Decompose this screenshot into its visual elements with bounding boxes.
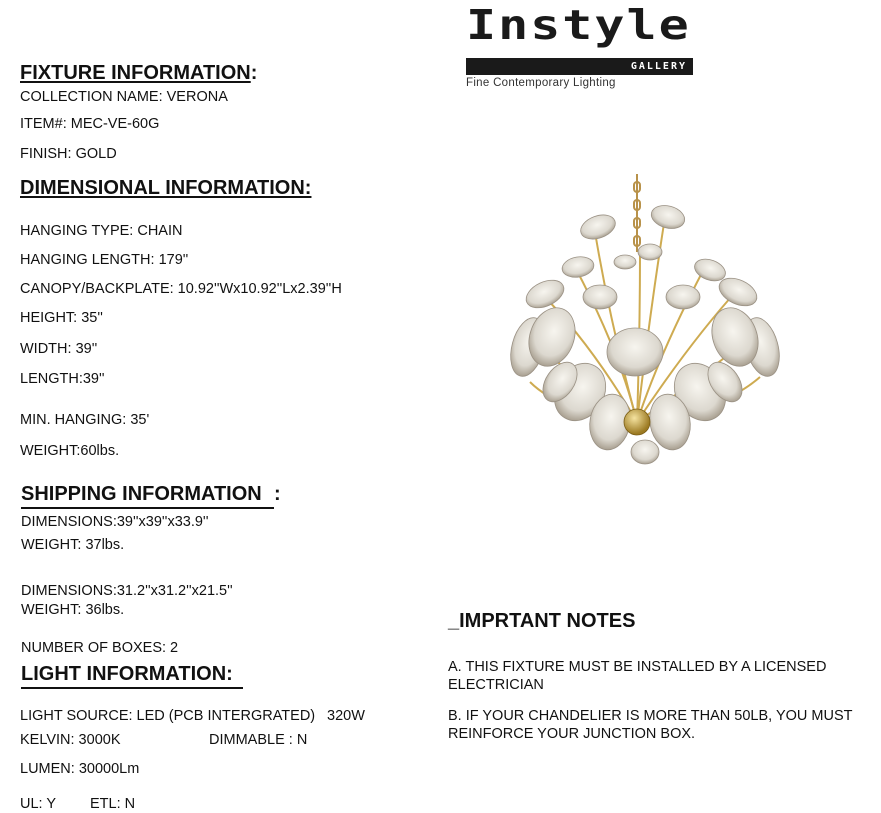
hanging-type: HANGING TYPE: CHAIN xyxy=(20,223,183,239)
light-source: LIGHT SOURCE: LED (PCB INTERGRATED) xyxy=(20,708,316,724)
fixture-weight: WEIGHT:60lbs. xyxy=(20,443,120,459)
light-heading xyxy=(21,663,243,689)
fixture-heading xyxy=(20,62,257,84)
chandelier-illustration xyxy=(500,172,790,472)
wattage: 320W xyxy=(327,708,365,724)
logo-badge xyxy=(466,58,693,75)
hanging-length: HANGING LENGTH: 179'' xyxy=(20,252,189,268)
dimmable: DIMMABLE : N xyxy=(209,732,308,748)
chain xyxy=(634,174,640,252)
ul-listing: UL: Y xyxy=(20,796,57,812)
fixture-heading-suffix: : xyxy=(250,62,258,84)
box2-weight: WEIGHT: 36lbs. xyxy=(21,602,125,618)
fixture-heading-text: FIXTURE INFORMATION xyxy=(20,62,251,84)
light-heading-text: LIGHT INFORMATION: xyxy=(21,663,243,689)
note-b: B. IF YOUR CHANDELIER IS MORE THAN 50LB, YOU MUST REINFORCE YOUR JUNCTION BOX. xyxy=(448,708,853,742)
width: WIDTH: 39'' xyxy=(20,341,98,357)
kelvin: KELVIN: 3000K xyxy=(20,732,121,748)
gold-hub xyxy=(624,409,650,435)
collection-name: COLLECTION NAME: VERONA xyxy=(20,89,228,105)
item-number: ITEM#: MEC-VE-60G xyxy=(20,116,160,132)
brand-logo xyxy=(466,1,696,89)
box1-dimensions: DIMENSIONS:39''x39''x33.9'' xyxy=(21,514,209,530)
box2-dimensions: DIMENSIONS:31.2''x31.2''x21.5'' xyxy=(21,583,233,599)
height: HEIGHT: 35'' xyxy=(20,310,103,326)
length: LENGTH:39'' xyxy=(20,371,105,387)
dimensional-heading xyxy=(20,177,311,199)
logo-wordmark: Instyle xyxy=(466,1,691,49)
note-a: A. THIS FIXTURE MUST BE INSTALLED BY A LICENSED ELECTRICIAN xyxy=(448,659,827,693)
shipping-heading-text: SHIPPING INFORMATION xyxy=(21,483,274,509)
chandelier-image xyxy=(500,172,790,472)
canopy-backplate: CANOPY/BACKPLATE: 10.92''Wx10.92''Lx2.39''H xyxy=(20,281,342,297)
shipping-heading xyxy=(21,483,281,509)
etl-listing: ETL: N xyxy=(90,796,136,812)
finish: FINISH: GOLD xyxy=(20,146,117,162)
dimensional-heading-text: DIMENSIONAL INFORMATION: xyxy=(20,177,312,199)
shipping-heading-suffix: : xyxy=(274,483,281,505)
box1-weight: WEIGHT: 37lbs. xyxy=(21,537,125,553)
lumen: LUMEN: 30000Lm xyxy=(20,761,140,777)
number-of-boxes: NUMBER OF BOXES: 2 xyxy=(21,640,179,656)
logo-badge-text: GALLERY xyxy=(630,61,687,72)
notes-heading: _IMPRTANT NOTES xyxy=(448,610,636,632)
min-hanging: MIN. HANGING: 35' xyxy=(20,412,150,428)
logo-tagline: Fine Contemporary Lighting xyxy=(466,77,616,89)
